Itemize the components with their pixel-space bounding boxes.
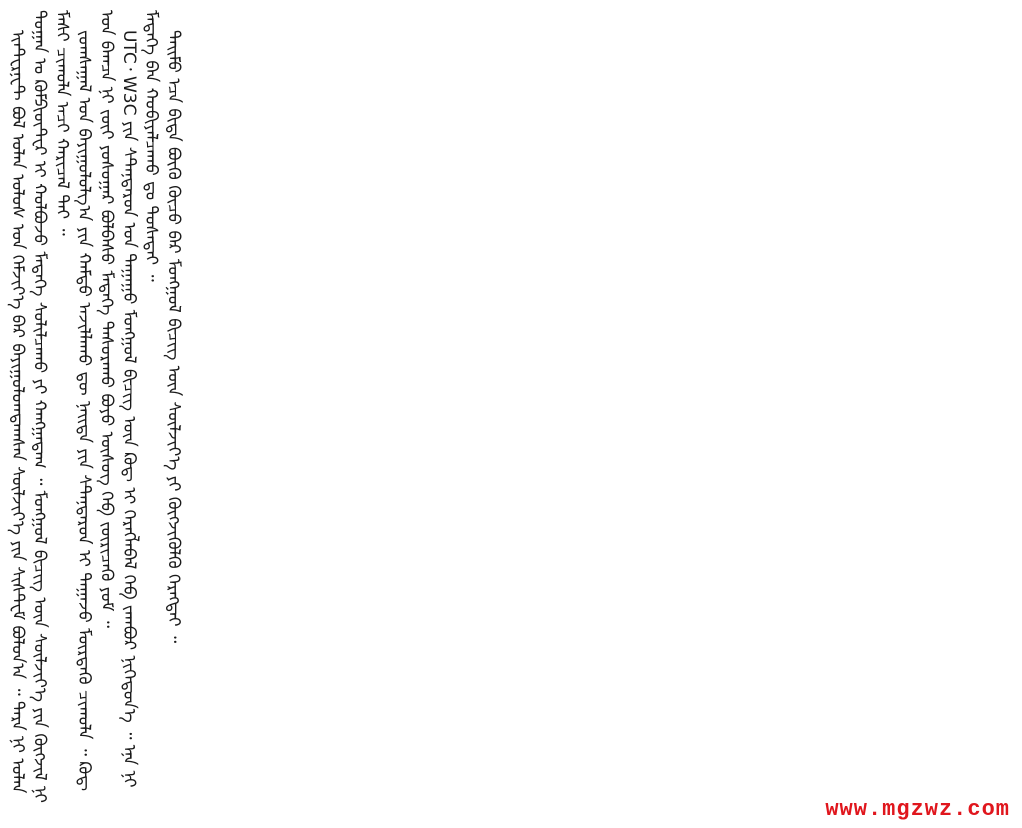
paragraph: ᠲᠡᠢᠮᠦ ᠡᠴᠡ ᠪᠢᠳᠡ ᠪᠦᠬᠦ ᠬᠦᠴᠦ ᠪᠡᠷ ᠮᠣᠩᠭᠣᠯ ᠪᠢᠴᠢᠭ ᠦᠨ ᠰᠦᠯᠵᠢᠶ᠎ᠡ ᠶᠢ ᠬᠦᠭᠵᠢᠭᠦᠯᠬᠦ ᠬᠡᠷᠡᠭᠲᠡᠶ ᠃ [163, 30, 184, 644]
site-watermark: www.mgzwz.com [825, 797, 1010, 822]
paragraph: UTC᠂ W3C ᠶᠢᠨ ᠰᠲ᠋ᠠᠨ᠋ᠳ᠋ᠠᠷᠳ ᠤᠨ ᠳᠠᠭᠠᠭᠤ ᠮᠣᠩᠭᠣᠯ ᠪᠢᠴᠢᠭ ᠦᠨ ᠺᠣᠳ᠋ ᠢ ᠬᠡᠷᠡᠭᠯᠡᠪᠡᠯ ᠬᠡᠪ ᠵᠠᠭᠪᠤᠷ ᠨᠢᠭᠡᠳᠦᠨ᠎ᠡ ᠃ ᠡᠨᠡ ᠨᠢ ᠮᠡᠳᠡᠭᠡ ᠪᠡᠨ ᠬᠤᠪᠢᠶᠠᠯᠴᠠᠬᠤ ᠳᠤ ᠲᠤᠰᠠᠲᠠᠢ ᠃ [118, 10, 162, 788]
mongolian-text-body [6, 10, 1016, 805]
paragraph: ᠢᠨᠲ᠋ᠸᠷᠨ᠋ᠸᠲ ᠪᠣᠯ ᠣᠯᠠᠨ ᠤᠯᠤᠰ ᠤᠨ ᠬᠡᠮᠵᠢᠶ᠎ᠡ ᠪᠠᠷ ᠪᠠᠶᠢᠭᠤᠯᠤᠭᠳᠠᠭᠰᠠᠨ ᠰᠦᠯᠵᠢᠶ᠎ᠡ ᠶᠢᠨ ᠰᠢᠰᠲ᠋ᠧᠮ ᠪᠣᠯᠤᠨ᠎ᠠ ᠃ ᠲᠡᠷᠡ ᠨᠢ ᠣᠯᠠᠨ ᠲᠣᠭᠠᠨ ᠤ ᠺᠣᠮᠫᠢᠦ᠋ᠲ᠋ᠧᠷ ᠢ ᠬᠣᠯᠪᠣᠵᠤ ᠮᠡᠳᠡᠭᠡ ᠰᠣᠯᠢᠯᠴᠠᠬᠤ ᠶᠢ ᠬᠠᠩᠭ᠋ᠠᠳᠠᠭ ᠃ ᠮᠣᠩᠭᠣᠯ ᠪᠢᠴᠢᠭ ᠦᠨ ᠰᠦᠯᠵᠢᠶ᠎ᠡ ᠶᠢᠨ ᠬᠦᠭᠵᠢᠯ ᠨᠢ ᠮᠠᠰᠢ ᠴᠢᠬᠤᠯᠠ ᠠᠴᠢ ᠬᠠᠷᠢᠴᠠᠯ ᠲᠠᠢ ᠃ [7, 10, 72, 803]
paragraph: ᠵᠣᠭᠰᠠᠭᠠᠯ ᠤᠨ ᠪᠠᠶᠢᠭᠤᠯᠤᠯᠭ᠎ᠠ ᠶᠢᠨ ᠬᠠᠮᠲᠤ ᠠᠵᠢᠯᠯᠠᠬᠤ ᠳᠦ ᠨᠡᠢᠲᠡ ᠶᠢᠨ ᠰᠲ᠋ᠠᠨ᠋ᠳ᠋ᠠᠷᠳ ᠢ ᠳᠠᠭᠠᠵᠤ ᠮᠦᠷᠳᠡᠬᠦ ᠴᠢᠬᠤᠯᠠ ᠃ ᠺᠣᠳ᠋ ᠤᠨ ᠪᠠᠭᠴᠠ ᠨᠢ ᠵᠦᠢ ᠶᠣᠰᠣᠭᠠᠷ ᠪᠣᠯᠪᠠᠰᠤ ᠮᠡᠳᠡᠭᠡ ᠲᠠᠰᠤᠷᠠᠬᠤ ᠪᠤᠶᠤ ᠦᠰᠦᠭ ᠬᠡᠪ ᠵᠦᠷᠢᠴᠡᠬᠦ ᠶᠤᠮ ᠃ [74, 10, 117, 792]
